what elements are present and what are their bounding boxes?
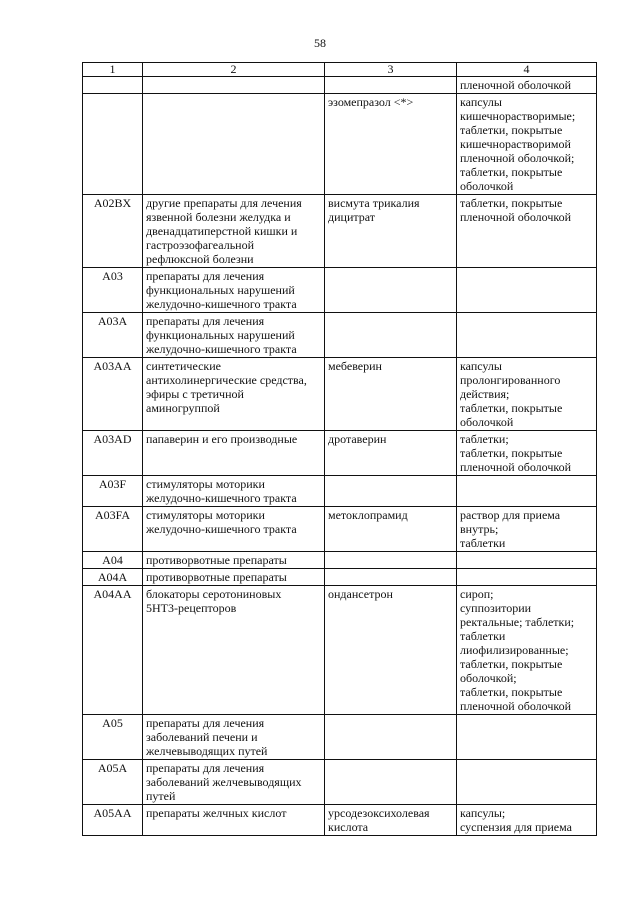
group-name-cell — [143, 586, 325, 715]
table-body — [83, 77, 597, 836]
cell-line: препараты для лечения — [146, 269, 265, 283]
cell-line: раствор для приема — [460, 508, 561, 522]
cell-line: путей — [146, 789, 176, 803]
group-name-cell — [143, 507, 325, 552]
atc-code-cell: A04 — [83, 552, 143, 569]
cell-line: внутрь; — [460, 522, 499, 536]
dosage-form-cell — [457, 313, 597, 358]
cell-line: синтетические — [146, 359, 221, 373]
cell-line: функциональных нарушений — [146, 328, 295, 342]
cell-line: таблетки, покрытые — [460, 657, 563, 671]
atc-code-cell: A03F — [83, 476, 143, 507]
cell-line: мебеверин — [328, 359, 382, 373]
table-row — [83, 507, 597, 552]
atc-code-cell — [83, 94, 143, 195]
cell-line: желудочно-кишечного тракта — [146, 342, 297, 356]
group-name-cell — [143, 715, 325, 760]
cell-line: пленочной оболочкой — [460, 210, 572, 224]
cell-line: желудочно-кишечного тракта — [146, 522, 297, 536]
drug-name-cell — [325, 77, 457, 94]
cell-line: пленочной оболочкой; — [460, 151, 575, 165]
cell-line: ондансетрон — [328, 587, 393, 601]
table-row — [83, 313, 597, 358]
drug-name-cell — [325, 507, 457, 552]
cell-line: язвенной болезни желудка и — [146, 210, 291, 224]
cell-line: пленочной оболочкой — [460, 699, 572, 713]
cell-line: лиофилизированные; — [460, 643, 569, 657]
drug-name-cell — [325, 476, 457, 507]
cell-line: действия; — [460, 387, 510, 401]
cell-line: таблетки, покрытые — [460, 123, 563, 137]
atc-code-cell: A03AA — [83, 358, 143, 431]
table-row — [83, 715, 597, 760]
cell-line: папаверин и его производные — [146, 432, 298, 446]
cell-line: кишечнорастворимые; — [460, 109, 576, 123]
cell-line: 5HT3-рецепторов — [146, 601, 237, 615]
dosage-form-cell — [457, 507, 597, 552]
dosage-form-cell — [457, 94, 597, 195]
table-row — [83, 805, 597, 836]
group-name-cell — [143, 268, 325, 313]
drug-name-cell — [325, 552, 457, 569]
group-name-cell — [143, 552, 325, 569]
dosage-form-cell — [457, 586, 597, 715]
group-name-cell — [143, 805, 325, 836]
cell-line: эзомепразол <*> — [328, 95, 414, 109]
drug-name-cell — [325, 569, 457, 586]
drug-name-cell — [325, 268, 457, 313]
table-row — [83, 94, 597, 195]
dosage-form-cell — [457, 805, 597, 836]
group-name-cell — [143, 313, 325, 358]
dosage-form-cell — [457, 77, 597, 94]
cell-line: стимуляторы моторики — [146, 477, 265, 491]
group-name-cell — [143, 476, 325, 507]
group-name-cell — [143, 94, 325, 195]
dosage-form-cell — [457, 476, 597, 507]
cell-line: урсодезоксихолевая — [328, 806, 430, 820]
cell-line: препараты желчных кислот — [146, 806, 287, 820]
cell-line: желудочно-кишечного тракта — [146, 491, 297, 505]
cell-line: эфиры с третичной — [146, 387, 244, 401]
dosage-form-cell — [457, 431, 597, 476]
atc-code-cell: A03AD — [83, 431, 143, 476]
medication-table — [82, 62, 597, 836]
column-header-3: 3 — [325, 63, 457, 77]
cell-line: противорвотные препараты — [146, 570, 287, 584]
table-row — [83, 195, 597, 268]
cell-line: рефлюксной болезни — [146, 252, 254, 266]
cell-line: желудочно-кишечного тракта — [146, 297, 297, 311]
cell-line: заболеваний желчевыводящих — [146, 775, 302, 789]
atc-code-cell: A02BX — [83, 195, 143, 268]
cell-line: блокаторы серотониновых — [146, 587, 282, 601]
atc-code-cell: A03FA — [83, 507, 143, 552]
dosage-form-cell — [457, 268, 597, 313]
cell-line: сироп; — [460, 587, 494, 601]
drug-name-cell — [325, 805, 457, 836]
dosage-form-cell — [457, 569, 597, 586]
cell-line: таблетки — [460, 629, 506, 643]
cell-line: противорвотные препараты — [146, 553, 287, 567]
drug-name-cell — [325, 313, 457, 358]
cell-line: кишечнорастворимой — [460, 137, 571, 151]
column-header-2: 2 — [143, 63, 325, 77]
table-header-row — [83, 63, 597, 77]
group-name-cell — [143, 431, 325, 476]
table-row — [83, 586, 597, 715]
cell-line: капсулы; — [460, 806, 506, 820]
atc-code-cell: A03 — [83, 268, 143, 313]
group-name-cell — [143, 77, 325, 94]
cell-line: пленочной оболочкой — [460, 460, 572, 474]
cell-line: функциональных нарушений — [146, 283, 295, 297]
table-row — [83, 77, 597, 94]
cell-line: гастроэзофагеальной — [146, 238, 255, 252]
drug-name-cell — [325, 760, 457, 805]
cell-line: капсулы — [460, 95, 502, 109]
cell-line: желчевыводящих путей — [146, 744, 268, 758]
table-row — [83, 431, 597, 476]
page-number: 58 — [314, 36, 326, 50]
cell-line: таблетки, покрытые — [460, 401, 563, 415]
table-row — [83, 569, 597, 586]
cell-line: аминогруппой — [146, 401, 220, 415]
cell-line: капсулы — [460, 359, 502, 373]
cell-line: таблетки, покрытые — [460, 685, 563, 699]
cell-line: препараты для лечения — [146, 314, 265, 328]
cell-line: таблетки, покрытые — [460, 196, 563, 210]
drug-name-cell — [325, 358, 457, 431]
cell-line: метоклопрамид — [328, 508, 408, 522]
cell-line: заболеваний печени и — [146, 730, 258, 744]
cell-line: ректальные; таблетки; — [460, 615, 575, 629]
column-header-4: 4 — [457, 63, 597, 77]
dosage-form-cell — [457, 195, 597, 268]
cell-line: таблетки — [460, 536, 506, 550]
cell-line: таблетки, покрытые — [460, 165, 563, 179]
cell-line: дицитрат — [328, 210, 376, 224]
table-row — [83, 760, 597, 805]
table-row — [83, 358, 597, 431]
table-row — [83, 552, 597, 569]
column-header-1: 1 — [83, 63, 143, 77]
cell-line: оболочкой — [460, 179, 514, 193]
atc-code-cell: A03A — [83, 313, 143, 358]
cell-line: препараты для лечения — [146, 761, 265, 775]
drug-name-cell — [325, 715, 457, 760]
drug-name-cell — [325, 195, 457, 268]
cell-line: антихолинергические средства, — [146, 373, 307, 387]
cell-line: стимуляторы моторики — [146, 508, 265, 522]
atc-code-cell: A05AA — [83, 805, 143, 836]
cell-line: таблетки; — [460, 432, 509, 446]
atc-code-cell: A04A — [83, 569, 143, 586]
drug-name-cell — [325, 586, 457, 715]
cell-line: суппозитории — [460, 601, 532, 615]
group-name-cell — [143, 195, 325, 268]
cell-line: пленочной оболочкой — [460, 78, 572, 92]
cell-line: дротаверин — [328, 432, 387, 446]
cell-line: суспензия для приема — [460, 820, 572, 834]
dosage-form-cell — [457, 552, 597, 569]
cell-line: оболочкой; — [460, 671, 517, 685]
cell-line: другие препараты для лечения — [146, 196, 302, 210]
cell-line: таблетки, покрытые — [460, 446, 563, 460]
table-row — [83, 268, 597, 313]
table-row — [83, 476, 597, 507]
group-name-cell — [143, 569, 325, 586]
cell-line: оболочкой — [460, 415, 514, 429]
cell-line: кислота — [328, 820, 369, 834]
cell-line: пролонгированного — [460, 373, 561, 387]
group-name-cell — [143, 358, 325, 431]
atc-code-cell: A05 — [83, 715, 143, 760]
group-name-cell — [143, 760, 325, 805]
dosage-form-cell — [457, 358, 597, 431]
atc-code-cell: A04AA — [83, 586, 143, 715]
drug-name-cell — [325, 431, 457, 476]
dosage-form-cell — [457, 760, 597, 805]
cell-line: висмута трикалия — [328, 196, 420, 210]
drug-name-cell — [325, 94, 457, 195]
dosage-form-cell — [457, 715, 597, 760]
atc-code-cell — [83, 77, 143, 94]
cell-line: двенадцатиперстной кишки и — [146, 224, 298, 238]
cell-line: препараты для лечения — [146, 716, 265, 730]
atc-code-cell: A05A — [83, 760, 143, 805]
